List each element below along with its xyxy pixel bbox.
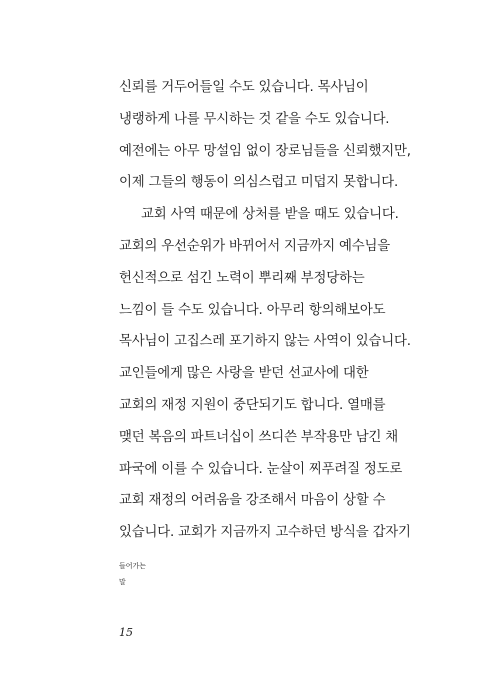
text-line: 교회의 재정 지원이 중단되기도 합니다. 열매를	[119, 397, 386, 413]
text-line: 교인들에게 많은 사랑을 받던 선교사에 대한	[119, 366, 369, 382]
text-line-indented: 교회 사역 때문에 상처를 받을 때도 있습니다.	[141, 207, 399, 223]
text-line: 목사님이 고집스레 포기하지 않는 사역이 있습니다.	[119, 334, 411, 350]
text-line: 교회의 우선순위가 바뀌어서 지금까지 예수님을	[119, 238, 390, 254]
text-line: 이제 그들의 행동이 의심스럽고 미덥지 못합니다.	[119, 175, 399, 191]
section-note-line: 들어가는	[119, 562, 147, 570]
text-line: 신뢰를 거두어들일 수도 있습니다. 목사님이	[119, 80, 369, 95]
text-line: 교회 재정의 어려움을 강조해서 마음이 상할 수	[119, 493, 386, 509]
text-line: 냉랭하게 나를 무시하는 것 같을 수도 있습니다.	[119, 111, 390, 127]
text-line: 느낌이 들 수도 있습니다. 아무리 항의해보아도	[119, 302, 386, 318]
section-note-line: 말	[119, 578, 126, 586]
text-line: 파국에 이를 수 있습니다. 눈살이 찌푸려질 정도로	[119, 461, 403, 477]
text-line: 있습니다. 교회가 지금까지 고수하던 방식을 갑자기	[119, 525, 411, 541]
page-number: 15	[119, 626, 133, 639]
text-line: 예전에는 아무 망설임 없이 장로님들을 신뢰했지만,	[119, 143, 411, 159]
body-text	[119, 72, 439, 549]
section-note	[119, 558, 146, 590]
text-line: 맺던 복음의 파트너십이 쓰디쓴 부작용만 남긴 채	[119, 429, 399, 445]
text-line: 헌신적으로 섬긴 노력이 뿌리째 부정당하는	[119, 270, 365, 286]
